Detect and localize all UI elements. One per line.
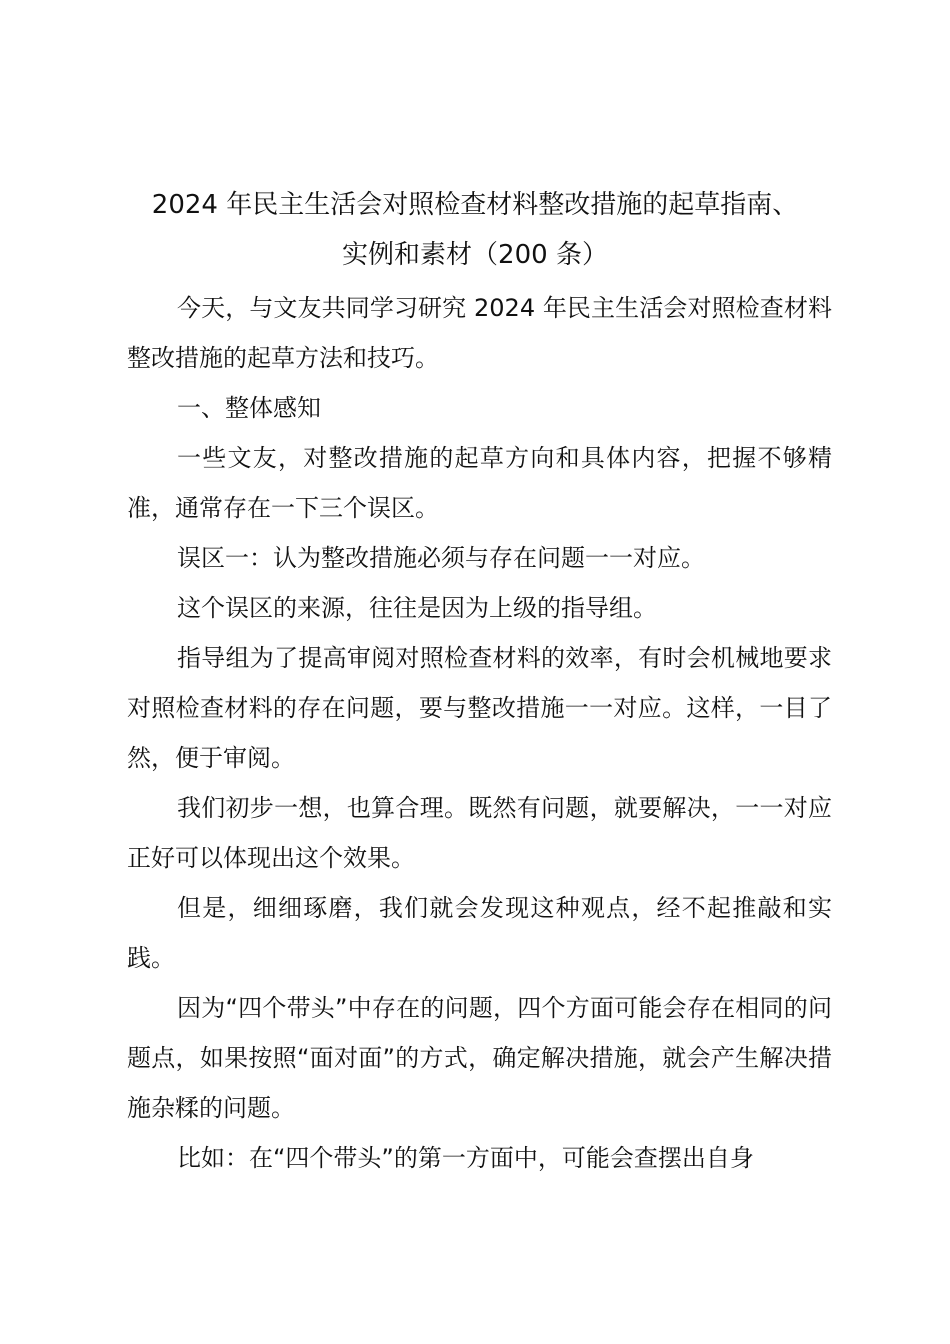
paragraph-example: 比如：在“四个带头”的第一方面中，可能会查摆出自身 [177, 1144, 754, 1172]
paragraph-misconception-one: 误区一：认为整改措施必须与存在问题一一对应。 [177, 544, 705, 572]
paragraph-intro: 今天，与文友共同学习研究 2024 年民主生活会对照检查材料整改措施的起草方法和技巧。 [127, 294, 832, 372]
paragraph-misconceptions: 一些文友，对整改措施的起草方向和具体内容，把握不够精准，通常存在一下三个误区。 [127, 444, 832, 522]
paragraph-source: 这个误区的来源，往往是因为上级的指导组。 [177, 594, 657, 622]
paragraph-reflection: 但是，细细琢磨，我们就会发现这种观点，经不起推敲和实践。 [127, 894, 832, 972]
title-line-2: 实例和素材（200 条） [342, 240, 608, 270]
section-heading: 一、整体感知 [177, 394, 321, 422]
paragraph-first-thought: 我们初步一想，也算合理。既然有问题，就要解决，一一对应正好可以体现出这个效果。 [127, 794, 832, 872]
paragraph-guidance-group: 指导组为了提高审阅对照检查材料的效率，有时会机械地要求对照检查材料的存在问题，要与整改措施一一对应。这样，一目了然，便于审阅。 [127, 644, 832, 772]
document-body [127, 283, 832, 1183]
title-line-1: 2024 年民主生活会对照检查材料整改措施的起草指南、 [151, 190, 799, 220]
document-title [100, 180, 850, 280]
paragraph-reason: 因为“四个带头”中存在的问题，四个方面可能会存在相同的问题点，如果按照“面对面”的方式，确定解决措施，就会产生解决措施杂糅的问题。 [127, 994, 832, 1122]
